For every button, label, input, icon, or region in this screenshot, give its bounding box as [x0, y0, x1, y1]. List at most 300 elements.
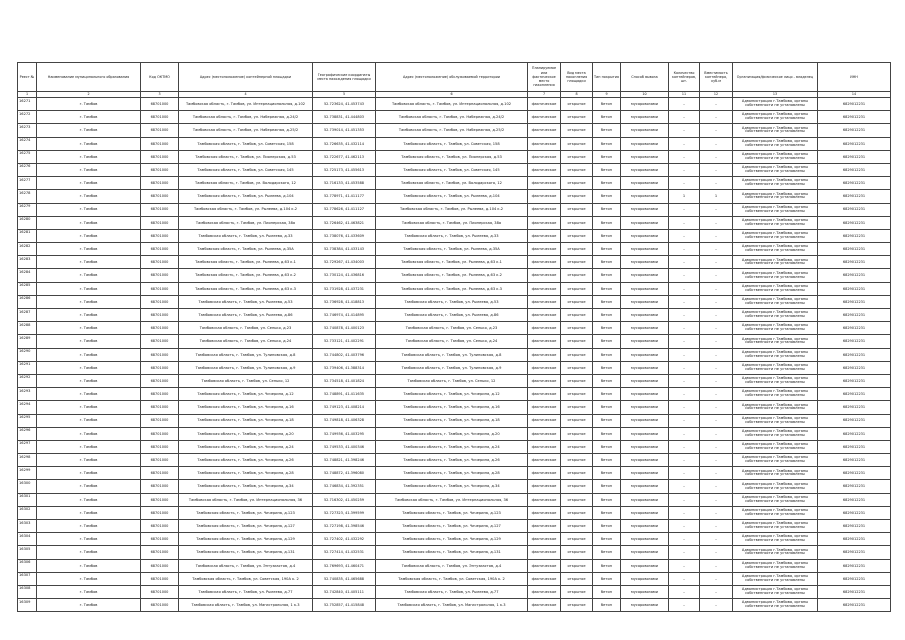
container-count-cell: – — [669, 229, 700, 242]
owner-cell: Администрация г.Тамбова, органы собственности не установлены — [733, 572, 818, 585]
container-count-cell: 1 — [669, 190, 700, 203]
oktmo-cell: 68701000 — [141, 599, 179, 612]
table-row — [18, 414, 891, 427]
removal-method-cell: мусоровозами — [621, 388, 669, 401]
removal-method-cell: мусоровозами — [621, 493, 669, 506]
coordinates-cell: 52.769693, 41.460471 — [313, 559, 376, 572]
site-address-cell: Тамбовская область, г. Тамбов, ул. Рылеева, д.77 — [179, 585, 313, 598]
container-count-cell: – — [669, 137, 700, 150]
inn-cell: 6829012231 — [818, 493, 891, 506]
table-row — [18, 150, 891, 163]
container-volume-cell: – — [700, 348, 733, 361]
site-address-cell: Тамбовская область, г. Тамбов, ул. Рылеева, д.86 — [179, 309, 313, 322]
owner-cell: Администрация г.Тамбова, органы собственности не установлены — [733, 493, 818, 506]
municipality-cell: г. Тамбов — [37, 427, 141, 440]
municipality-cell: г. Тамбов — [37, 256, 141, 269]
placement-status-cell: фактическое — [528, 295, 561, 308]
site-address-cell: Тамбовская область, г. Тамбов, ул. Рылеева, д.33 — [179, 229, 313, 242]
removal-method-cell: мусоровозами — [621, 229, 669, 242]
inn-cell: 6829012231 — [818, 572, 891, 585]
placement-status-cell: фактическое — [528, 599, 561, 612]
container-volume-cell: – — [700, 203, 733, 216]
registry-number: 16273 — [18, 124, 37, 137]
column-number: 14 — [818, 92, 891, 98]
table-row — [18, 269, 891, 282]
oktmo-cell: 68701000 — [141, 124, 179, 137]
site-kind-cell: открытое — [561, 388, 593, 401]
placement-status-cell: фактическое — [528, 216, 561, 229]
coordinates-cell: 52.726462, 41.463821 — [313, 216, 376, 229]
table-row — [18, 163, 891, 176]
placement-status-cell: фактическое — [528, 348, 561, 361]
owner-cell: Администрация г.Тамбова, органы собственности не установлены — [733, 454, 818, 467]
container-volume-cell: – — [700, 111, 733, 124]
surface-type-cell: бетон — [593, 361, 621, 374]
site-address-cell: Тамбовская область, г. Тамбов, ул. Чичерина, д.18 — [179, 414, 313, 427]
inn-cell: 6829012231 — [818, 309, 891, 322]
site-kind-cell: открытое — [561, 243, 593, 256]
surface-type-cell: бетон — [593, 335, 621, 348]
site-address-cell: Тамбовская область, г. Тамбов, ул. Рылеева, д.63 к.3 — [179, 282, 313, 295]
placement-status-cell: фактическое — [528, 150, 561, 163]
oktmo-cell: 68701000 — [141, 295, 179, 308]
table-row — [18, 546, 891, 559]
served-territory-cell: Тамбовская область, г. Тамбов, ул. Чичерина, д.131 — [376, 546, 528, 559]
registry-number: 16293 — [18, 388, 37, 401]
inn-cell: 6829012231 — [818, 203, 891, 216]
coordinates-cell: 52.733121, 41.402291 — [313, 335, 376, 348]
placement-status-cell: фактическое — [528, 533, 561, 546]
site-address-cell: Тамбовская область, г. Тамбов, ул. Володарского, 12 — [179, 177, 313, 190]
municipality-cell: г. Тамбов — [37, 348, 141, 361]
served-territory-cell: Тамбовская область, г. Тамбов, ул. Чичерина, д.20 — [376, 427, 528, 440]
site-address-cell: Тамбовская область, г. Тамбов, ул. Рылеева, д.53 — [179, 295, 313, 308]
site-kind-cell: открытое — [561, 374, 593, 387]
coordinates-cell: 52.716302, 41.450259 — [313, 493, 376, 506]
site-kind-cell: открытое — [561, 533, 593, 546]
owner-cell: Администрация г.Тамбова, органы собственности не установлены — [733, 388, 818, 401]
registry-number: 16300 — [18, 480, 37, 493]
oktmo-cell: 68701000 — [141, 427, 179, 440]
surface-type-cell: бетон — [593, 599, 621, 612]
table-row — [18, 295, 891, 308]
registry-number: 16306 — [18, 559, 37, 572]
header-cell: Количество контейнеров, шт. — [669, 63, 700, 92]
municipality-cell: г. Тамбов — [37, 137, 141, 150]
surface-type-cell: бетон — [593, 269, 621, 282]
inn-cell: 6829012231 — [818, 269, 891, 282]
registry-number: 16299 — [18, 467, 37, 480]
table-row — [18, 361, 891, 374]
registry-number: 16307 — [18, 572, 37, 585]
table-row — [18, 309, 891, 322]
coordinates-cell: 52.722677, 41.462113 — [313, 150, 376, 163]
oktmo-cell: 68701000 — [141, 177, 179, 190]
site-kind-cell: открытое — [561, 150, 593, 163]
removal-method-cell: мусоровозами — [621, 282, 669, 295]
site-address-cell: Тамбовская область, г. Тамбов, ул. Пионерская, 38а — [179, 216, 313, 229]
site-kind-cell: открытое — [561, 190, 593, 203]
municipality-cell: г. Тамбов — [37, 309, 141, 322]
municipality-cell: г. Тамбов — [37, 559, 141, 572]
placement-status-cell: фактическое — [528, 414, 561, 427]
coordinates-cell: 52.731928, 41.437231 — [313, 282, 376, 295]
coordinates-cell: 52.744802, 41.403796 — [313, 348, 376, 361]
site-address-cell: Тамбовская область, г. Тамбов, ул. Чичерина, д.34 — [179, 480, 313, 493]
coordinates-cell: 52.725173, 41.455613 — [313, 163, 376, 176]
registry-number: 16272 — [18, 111, 37, 124]
table-row — [18, 533, 891, 546]
placement-status-cell: фактическое — [528, 203, 561, 216]
site-address-cell: Тамбовская область, г. Тамбов, ул. Набережная, д.25/2 — [179, 124, 313, 137]
header-cell: Наименование муниципального образования — [37, 63, 141, 92]
site-kind-cell: открытое — [561, 216, 593, 229]
coordinates-cell: 52.723624, 41.453743 — [313, 98, 376, 111]
column-number: 10 — [621, 92, 669, 98]
site-kind-cell: открытое — [561, 124, 593, 137]
owner-cell: Администрация г.Тамбова, органы собственности не установлены — [733, 203, 818, 216]
municipality-cell: г. Тамбов — [37, 493, 141, 506]
inn-cell: 6829012231 — [818, 295, 891, 308]
municipality-cell: г. Тамбов — [37, 335, 141, 348]
municipality-cell: г. Тамбов — [37, 322, 141, 335]
inn-cell: 6829012231 — [818, 533, 891, 546]
inn-cell: 6829012231 — [818, 348, 891, 361]
header-row — [18, 63, 891, 92]
column-number: 6 — [376, 92, 528, 98]
placement-status-cell: фактическое — [528, 572, 561, 585]
registry-number: 16278 — [18, 190, 37, 203]
served-territory-cell: Тамбовская область, г. Тамбов, ул. Рылеева, д.35А — [376, 243, 528, 256]
site-address-cell: Тамбовская область, г. Тамбов, ул. Магистральная, 1 к.3 — [179, 599, 313, 612]
oktmo-cell: 68701000 — [141, 361, 179, 374]
registry-sheet — [17, 62, 890, 612]
container-volume-cell: – — [700, 124, 733, 137]
table-row — [18, 322, 891, 335]
served-territory-cell: Тамбовская область, г. Тамбов, ул. Набережная, д.25/2 — [376, 124, 528, 137]
removal-method-cell: мусоровозами — [621, 295, 669, 308]
oktmo-cell: 68701000 — [141, 190, 179, 203]
site-kind-cell: открытое — [561, 137, 593, 150]
container-volume-cell: – — [700, 414, 733, 427]
inn-cell: 6829012231 — [818, 124, 891, 137]
placement-status-cell: фактическое — [528, 335, 561, 348]
header-cell: Вместимость контейнера, куб.м — [700, 63, 733, 92]
table-header — [18, 63, 891, 98]
inn-cell: 6829012231 — [818, 401, 891, 414]
site-address-cell: Тамбовская область, г. Тамбов, ул. Советская, 158 — [179, 137, 313, 150]
site-kind-cell: открытое — [561, 295, 593, 308]
site-address-cell: Тамбовская область, г. Тамбов, ул. Чичерина, д.129 — [179, 533, 313, 546]
container-volume-cell: – — [700, 322, 733, 335]
placement-status-cell: фактическое — [528, 137, 561, 150]
container-count-cell: – — [669, 98, 700, 111]
site-kind-cell: открытое — [561, 177, 593, 190]
container-count-cell: – — [669, 506, 700, 519]
container-count-cell: – — [669, 203, 700, 216]
removal-method-cell: мусоровозами — [621, 361, 669, 374]
oktmo-cell: 68701000 — [141, 335, 179, 348]
container-count-cell: – — [669, 150, 700, 163]
registry-number: 16288 — [18, 322, 37, 335]
site-address-cell: Тамбовская область, г. Тамбов, ул. Рылеева, д.63 к.2 — [179, 269, 313, 282]
site-address-cell: Тамбовская область, г. Тамбов, ул. Советская, 145 — [179, 163, 313, 176]
site-kind-cell: открытое — [561, 454, 593, 467]
surface-type-cell: бетон — [593, 111, 621, 124]
inn-cell: 6829012231 — [818, 427, 891, 440]
header-cell: Способ вывоза — [621, 63, 669, 92]
municipality-cell: г. Тамбов — [37, 243, 141, 256]
municipality-cell: г. Тамбов — [37, 295, 141, 308]
coordinates-cell: 52.749936, 41.403295 — [313, 427, 376, 440]
inn-cell: 6829012231 — [818, 388, 891, 401]
container-count-cell: – — [669, 295, 700, 308]
placement-status-cell: фактическое — [528, 388, 561, 401]
owner-cell: Администрация г.Тамбова, органы собственности не установлены — [733, 374, 818, 387]
surface-type-cell: бетон — [593, 454, 621, 467]
removal-method-cell: мусоровозами — [621, 216, 669, 229]
registry-number: 16295 — [18, 414, 37, 427]
removal-method-cell: мусоровозами — [621, 243, 669, 256]
inn-cell: 6829012231 — [818, 177, 891, 190]
registry-number: 16285 — [18, 282, 37, 295]
container-volume-cell: – — [700, 335, 733, 348]
table-row — [18, 335, 891, 348]
oktmo-cell: 68701000 — [141, 559, 179, 572]
owner-cell: Администрация г.Тамбова, органы собственности не установлены — [733, 229, 818, 242]
placement-status-cell: фактическое — [528, 506, 561, 519]
container-count-cell: – — [669, 348, 700, 361]
registry-number: 16290 — [18, 348, 37, 361]
served-territory-cell: Тамбовская область, г. Тамбов, ул. Чичерина, д.12 — [376, 388, 528, 401]
owner-cell: Администрация г.Тамбова, органы собственности не установлены — [733, 467, 818, 480]
container-volume-cell: – — [700, 361, 733, 374]
site-kind-cell: открытое — [561, 256, 593, 269]
site-kind-cell: открытое — [561, 111, 593, 124]
surface-type-cell: бетон — [593, 414, 621, 427]
placement-status-cell: фактическое — [528, 401, 561, 414]
inn-cell: 6829012231 — [818, 506, 891, 519]
inn-cell: 6829012231 — [818, 137, 891, 150]
served-territory-cell: Тамбовская область, г. Тамбов, ул. Чичерина, д.127 — [376, 520, 528, 533]
registry-number: 16296 — [18, 427, 37, 440]
table-row — [18, 572, 891, 585]
oktmo-cell: 68701000 — [141, 309, 179, 322]
registry-number: 16297 — [18, 440, 37, 453]
surface-type-cell: бетон — [593, 150, 621, 163]
placement-status-cell: фактическое — [528, 493, 561, 506]
inn-cell: 6829012231 — [818, 163, 891, 176]
registry-number: 16308 — [18, 585, 37, 598]
served-territory-cell: Тамбовская область, г. Тамбов, ул. Рылеева, д.53 — [376, 295, 528, 308]
owner-cell: Администрация г.Тамбова, органы собственности не установлены — [733, 124, 818, 137]
container-count-cell: – — [669, 269, 700, 282]
inn-cell: 6829012231 — [818, 585, 891, 598]
site-kind-cell: открытое — [561, 309, 593, 322]
table-row — [18, 229, 891, 242]
container-volume-cell: – — [700, 388, 733, 401]
table-row — [18, 493, 891, 506]
municipality-cell: г. Тамбов — [37, 454, 141, 467]
container-volume-cell: 1 — [700, 190, 733, 203]
removal-method-cell: мусоровозами — [621, 414, 669, 427]
site-kind-cell: открытое — [561, 427, 593, 440]
owner-cell: Администрация г.Тамбова, органы собственности не установлены — [733, 309, 818, 322]
placement-status-cell: фактическое — [528, 111, 561, 124]
served-territory-cell: Тамбовская область, г. Тамбов, ул. Сенько, д.23 — [376, 322, 528, 335]
container-volume-cell: – — [700, 216, 733, 229]
inn-cell: 6829012231 — [818, 520, 891, 533]
container-count-cell: – — [669, 322, 700, 335]
owner-cell: Администрация г.Тамбова, органы собственности не установлены — [733, 585, 818, 598]
container-volume-cell: – — [700, 546, 733, 559]
container-volume-cell: – — [700, 150, 733, 163]
owner-cell: Администрация г.Тамбова, органы собственности не установлены — [733, 322, 818, 335]
removal-method-cell: мусоровозами — [621, 98, 669, 111]
container-count-cell: – — [669, 520, 700, 533]
column-number: 13 — [733, 92, 818, 98]
site-kind-cell: открытое — [561, 599, 593, 612]
removal-method-cell: мусоровозами — [621, 203, 669, 216]
site-address-cell: Тамбовская область, г. Тамбов, ул. Чичерина, д.28 — [179, 467, 313, 480]
registry-number: 16276 — [18, 163, 37, 176]
container-volume-cell: – — [700, 480, 733, 493]
coordinates-cell: 52.778626, 41.411127 — [313, 203, 376, 216]
surface-type-cell: бетон — [593, 533, 621, 546]
header-cell: Организация/физическое лицо - владелец — [733, 63, 818, 92]
surface-type-cell: бетон — [593, 520, 621, 533]
container-volume-cell: – — [700, 98, 733, 111]
municipality-cell: г. Тамбов — [37, 401, 141, 414]
registry-number: 16279 — [18, 203, 37, 216]
inn-cell: 6829012231 — [818, 374, 891, 387]
container-count-cell: – — [669, 440, 700, 453]
site-address-cell: Тамбовская область, г. Тамбов, ул. Чичерина, д.20 — [179, 427, 313, 440]
table-row — [18, 348, 891, 361]
municipality-cell: г. Тамбов — [37, 111, 141, 124]
inn-cell: 6829012231 — [818, 229, 891, 242]
column-number: 12 — [700, 92, 733, 98]
coordinates-cell: 52.749818, 41.406328 — [313, 414, 376, 427]
served-territory-cell: Тамбовская область, г. Тамбов, ул. Чичерина, д.28 — [376, 467, 528, 480]
municipality-cell: г. Тамбов — [37, 150, 141, 163]
coordinates-cell: 52.740878, 41.400123 — [313, 322, 376, 335]
surface-type-cell: бетон — [593, 401, 621, 414]
container-volume-cell: – — [700, 506, 733, 519]
placement-status-cell: фактическое — [528, 559, 561, 572]
surface-type-cell: бетон — [593, 282, 621, 295]
header-cell: Адрес (местоположение) контейнерной площадки — [179, 63, 313, 92]
table-row — [18, 427, 891, 440]
removal-method-cell: мусоровозами — [621, 506, 669, 519]
container-count-cell: – — [669, 374, 700, 387]
coordinates-cell: 52.749533, 41.400346 — [313, 440, 376, 453]
coordinates-cell: 52.716133, 41.453588 — [313, 177, 376, 190]
table-row — [18, 401, 891, 414]
inn-cell: 6829012231 — [818, 335, 891, 348]
table-row — [18, 190, 891, 203]
column-number: 8 — [561, 92, 593, 98]
removal-method-cell: мусоровозами — [621, 440, 669, 453]
inn-cell: 6829012231 — [818, 454, 891, 467]
surface-type-cell: бетон — [593, 572, 621, 585]
oktmo-cell: 68701000 — [141, 322, 179, 335]
site-address-cell: Тамбовская область, г. Тамбов, ул. Сенько, 12 — [179, 374, 313, 387]
owner-cell: Администрация г.Тамбова, органы собственности не установлены — [733, 533, 818, 546]
surface-type-cell: бетон — [593, 177, 621, 190]
container-count-cell: – — [669, 585, 700, 598]
site-kind-cell: открытое — [561, 493, 593, 506]
served-territory-cell: Тамбовская область, г. Тамбов, ул. Сенько, 12 — [376, 374, 528, 387]
oktmo-cell: 68701000 — [141, 137, 179, 150]
removal-method-cell: мусоровозами — [621, 111, 669, 124]
municipality-cell: г. Тамбов — [37, 361, 141, 374]
surface-type-cell: бетон — [593, 203, 621, 216]
inn-cell: 6829012231 — [818, 414, 891, 427]
served-territory-cell: Тамбовская область, г. Тамбов, ул. Чичерина, д.123 — [376, 506, 528, 519]
container-count-cell: – — [669, 256, 700, 269]
registry-number: 16277 — [18, 177, 37, 190]
owner-cell: Администрация г.Тамбова, органы собственности не установлены — [733, 295, 818, 308]
coordinates-cell: 52.739014, 41.451353 — [313, 124, 376, 137]
coordinates-cell: 52.740835, 41.465688 — [313, 572, 376, 585]
registry-number: 16302 — [18, 506, 37, 519]
owner-cell: Администрация г.Тамбова, органы собственности не установлены — [733, 243, 818, 256]
municipality-cell: г. Тамбов — [37, 480, 141, 493]
container-volume-cell: – — [700, 467, 733, 480]
site-kind-cell: открытое — [561, 546, 593, 559]
placement-status-cell: фактическое — [528, 309, 561, 322]
site-address-cell: Тамбовская область, г. Тамбов, ул. Чичерина, д.127 — [179, 520, 313, 533]
site-address-cell: Тамбовская область, г. Тамбов, ул. Сенько, д.24 — [179, 335, 313, 348]
surface-type-cell: бетон — [593, 348, 621, 361]
served-territory-cell: Тамбовская область, г. Тамбов, ул. Рылеева, д.86 — [376, 309, 528, 322]
surface-type-cell: бетон — [593, 137, 621, 150]
registry-number: 16282 — [18, 243, 37, 256]
owner-cell: Администрация г.Тамбова, органы собственности не установлены — [733, 599, 818, 612]
oktmo-cell: 68701000 — [141, 203, 179, 216]
removal-method-cell: мусоровозами — [621, 309, 669, 322]
site-address-cell: Тамбовская область, г. Тамбов, ул. Интернациональная, 36 — [179, 493, 313, 506]
oktmo-cell: 68701000 — [141, 150, 179, 163]
oktmo-cell: 68701000 — [141, 493, 179, 506]
removal-method-cell: мусоровозами — [621, 585, 669, 598]
registry-number: 16286 — [18, 295, 37, 308]
table-row — [18, 203, 891, 216]
owner-cell: Администрация г.Тамбова, органы собственности не установлены — [733, 427, 818, 440]
oktmo-cell: 68701000 — [141, 216, 179, 229]
container-count-cell: – — [669, 480, 700, 493]
municipality-cell: г. Тамбов — [37, 572, 141, 585]
surface-type-cell: бетон — [593, 440, 621, 453]
container-volume-cell: – — [700, 401, 733, 414]
removal-method-cell: мусоровозами — [621, 348, 669, 361]
container-count-cell: – — [669, 559, 700, 572]
served-territory-cell: Тамбовская область, г. Тамбов, ул. Советская, 158 — [376, 137, 528, 150]
inn-cell: 6829012231 — [818, 440, 891, 453]
site-kind-cell: открытое — [561, 506, 593, 519]
container-count-cell: – — [669, 163, 700, 176]
placement-status-cell: фактическое — [528, 520, 561, 533]
column-number: 4 — [179, 92, 313, 98]
municipality-cell: г. Тамбов — [37, 467, 141, 480]
inn-cell: 6829012231 — [818, 467, 891, 480]
surface-type-cell: бетон — [593, 585, 621, 598]
owner-cell: Администрация г.Тамбова, органы собственности не установлены — [733, 282, 818, 295]
surface-type-cell: бетон — [593, 322, 621, 335]
surface-type-cell: бетон — [593, 243, 621, 256]
registry-number: 16274 — [18, 137, 37, 150]
